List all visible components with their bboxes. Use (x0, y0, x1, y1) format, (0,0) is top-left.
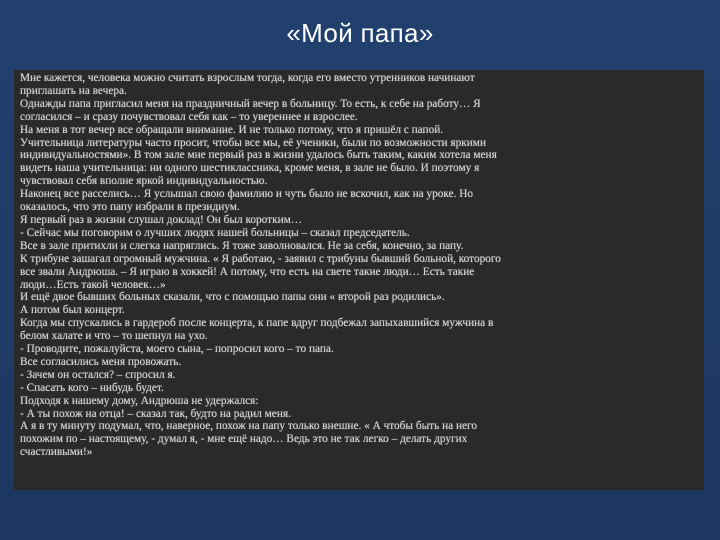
story-line: Все согласились меня провожать. (20, 355, 182, 368)
story-line: видеть наша учительница: ни одного шестиклассника, кроме меня, в зале не было. И поэтому я (20, 162, 480, 175)
story-line: - Зачем он остался? – спросил я. (20, 368, 176, 381)
story-line: - Сейчас мы поговорим о лучших людях нашей больницы – сказал председатель. (20, 226, 410, 239)
story-line: Все в зале притихли и слегка напряглись. Я тоже заволновался. Не за себя, конечно, за папу. (20, 239, 464, 252)
story-line: счастливыми!» (20, 446, 93, 459)
story-line: Когда мы спускались в гардероб после концерта, к папе вдруг подбежал запыхавшийся мужчина в (20, 317, 494, 330)
story-line: На меня в тот вечер все обращали внимание. И не только потому, что я пришёл с папой. (20, 123, 444, 136)
story-line: похожим по – настоящему, - думал я, - мне ещё надо… Ведь это не так легко – делать других (20, 433, 468, 446)
story-line: - А ты похож на отца! – сказал так, будто на радил меня. (20, 407, 291, 420)
story-line: Подходя к нашему дому, Андрюша не удержался: (20, 394, 259, 407)
story-text-box (14, 70, 704, 490)
story-line: Учительница литературы часто просит, чтобы все мы, её ученики, были по возможности яркими (20, 136, 486, 149)
story-line: А потом был концерт. (20, 304, 125, 317)
story-line: Однажды папа пригласил меня на праздничный вечер в больницу. То есть, к себе на работу… Я (20, 97, 481, 110)
story-line: приглашать на вечера. (20, 84, 127, 97)
story-line: Наконец все расселись… Я услышал свою фамилию и чуть было не вскочил, как на уроке. Но (20, 188, 474, 201)
story-line: - Проводите, пожалуйста, моего сына, – попросил кого – то папа. (20, 343, 334, 356)
story-line: оказалось, что это папу избрали в президиум. (20, 201, 240, 214)
story-line: все звали Андрюша. – Я играю в хоккей! А потому, что есть на свете такие люди… Есть такие (20, 265, 475, 278)
story-line: И ещё двое бывших больных сказали, что с помощью папы они « второй раз родились». (20, 291, 445, 304)
story-line: К трибуне зашагал огромный мужчина. « Я работаю, - заявил с трибуны бывший больной, которого (20, 252, 501, 265)
story-line: - Спасать кого – нибудь будет. (20, 381, 164, 394)
story-line: белом халате и что – то шепнул на ухо. (20, 330, 208, 343)
story-line: чувствовал себя вполне яркой индивидуальностью. (20, 175, 268, 188)
story-line: Я первый раз в жизни слушал доклад! Он был коротким… (20, 213, 303, 226)
story-line: люди…Есть такой человек…» (20, 278, 166, 291)
story-line: согласился – и сразу почувствовал себя как – то увереннее и взрослее. (20, 110, 358, 123)
slide-title: «Мой папа» (286, 18, 434, 48)
story-line: А я в ту минуту подумал, что, наверное, похож на папу только внешне. « А чтобы быть на него (20, 420, 478, 433)
story-line: Мне кажется, человека можно считать взрослым тогда, когда его вместо утренников начинают (20, 72, 475, 84)
story-line: индивидуальностями». В том зале мне первый раз в жизни удалось быть таким, каким хотела меня (20, 149, 497, 162)
